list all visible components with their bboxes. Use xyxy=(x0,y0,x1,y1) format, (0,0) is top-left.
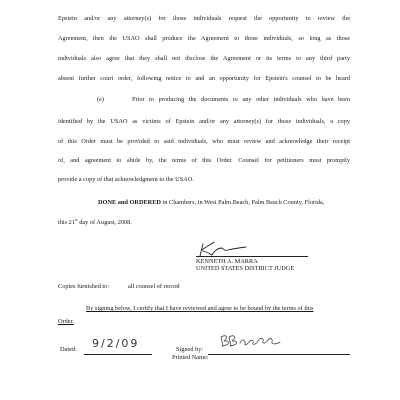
signed-by-label: Signed by: xyxy=(176,346,204,353)
paragraph-e-label: (e) xyxy=(97,96,104,103)
certification-line-1: By signing below, I certify that I have reviewed and agree to be bound by the terms of this xyxy=(86,305,314,312)
certification-line-2: Order. xyxy=(58,318,74,325)
judge-title: UNITED STATES DISTRICT JUDGE xyxy=(196,265,295,272)
paragraph-top-line-1: Epstein and/or any attorney(s) for those individuals request the opportunity to review the xyxy=(58,15,350,22)
done-ordered-rest: in Chambers, in West Palm Beach, Palm Beach County, Florida, xyxy=(160,199,325,206)
paragraph-top-line-3: individuals also agree that they shall not disclose the Agreement or its terms to any third party xyxy=(58,55,350,62)
copies-furnished-label: Copies furnished to: xyxy=(58,283,110,290)
printed-name-label: Printed Name: xyxy=(172,354,209,361)
paragraph-e-first-line: Prior to producing the documents to any other individuals who have been xyxy=(132,96,350,103)
paragraph-e-line-1: identified by the USAO as victims of Epstein and/or any attorney(s) for those individuals, a copy xyxy=(58,118,350,125)
dated-label: Dated: xyxy=(60,346,77,353)
paragraph-top-line-4: absent further court order, following notice to and an opportunity for Epstein's counsel to be heard xyxy=(58,75,350,82)
done-ordered-bold: DONE and ORDERED xyxy=(98,199,161,206)
paragraph-e-line-4: provide a copy of that acknowledgment to the USAO. xyxy=(58,176,194,183)
done-date-sup: st xyxy=(74,216,78,222)
judge-name: KENNETH A. MARRA xyxy=(196,258,258,265)
dated-handwritten-value: 9/2/09 xyxy=(92,337,140,350)
paragraph-e-line-2: of this Order must be provided to said individuals, who must review and acknowledge their receipt xyxy=(58,138,350,145)
copies-furnished-value: all counsel of record xyxy=(128,283,180,290)
done-date-pre: this 21 xyxy=(58,219,75,226)
paragraph-top-line-2: Agreement, then the USAO shall produce the Agreement to those individuals, so long as those xyxy=(58,35,350,42)
paragraph-e-line-3: of, and agreement to abide by, the terms of this Order. Counsel for petitioners must promptly xyxy=(58,157,350,164)
done-date-post: day of August, 2008. xyxy=(77,219,132,226)
